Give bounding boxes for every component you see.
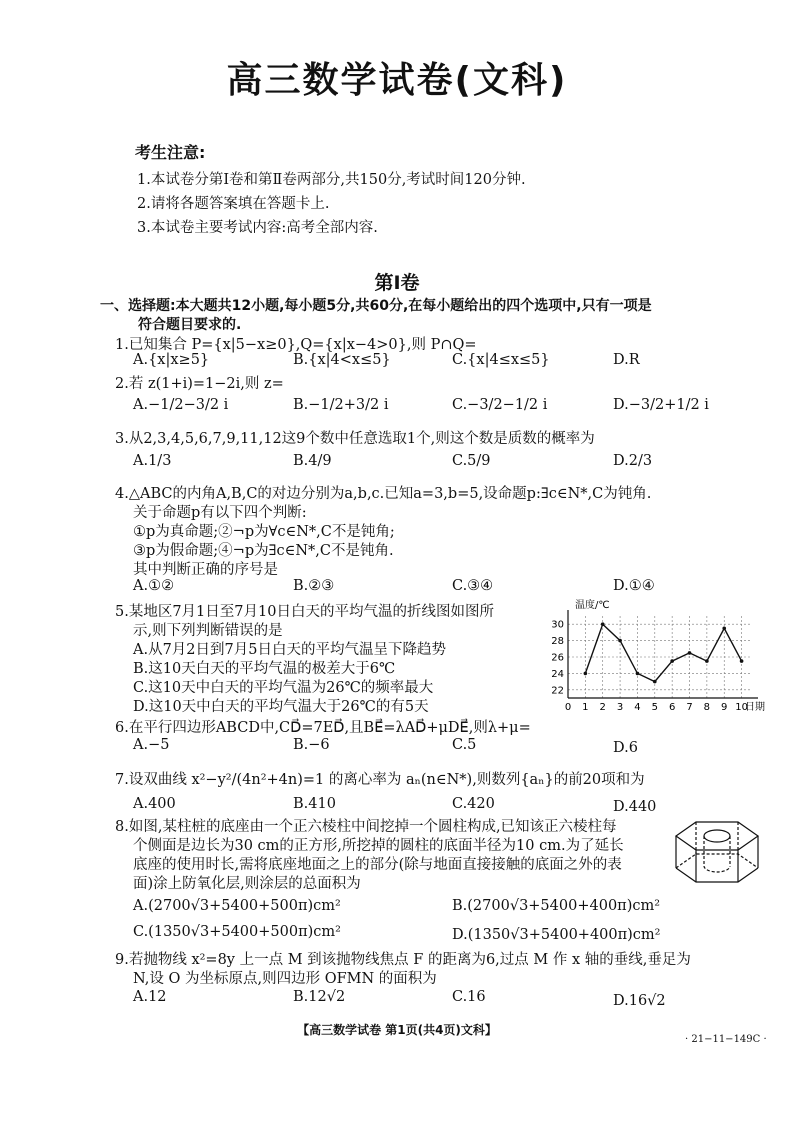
- q5-line-2: 示,则下列判断错误的是: [133, 623, 283, 639]
- q9-option-d: D.16√2: [613, 993, 666, 1009]
- chart-y-tick-label: 28: [551, 636, 564, 648]
- q2-stem: 2.若 z(1+i)=1−2i,则 z=: [115, 376, 284, 392]
- chart-points: [584, 622, 744, 683]
- part1-instruction-line2: 符合题目要求的.: [138, 317, 242, 333]
- q7-option-b: B.410: [293, 796, 336, 812]
- chart-x-tick-label: 8: [703, 702, 711, 713]
- section-title: 第Ⅰ卷: [374, 272, 420, 294]
- q8-line-4: 面)涂上防氧化层,则涂层的总面积为: [133, 876, 361, 892]
- q4-line-5: 其中判断正确的序号是: [133, 562, 278, 578]
- q4-option-b: B.②③: [293, 578, 335, 594]
- page-footer: 【高三数学试卷 第1页(共4页)文科】: [297, 1023, 497, 1037]
- q4-line-3: ①p为真命题;②¬p为∀c∈N*,C不是钝角;: [133, 524, 395, 540]
- q3-option-a: A.1/3: [133, 453, 172, 469]
- chart-axes: [568, 610, 758, 698]
- q7-option-c: C.420: [452, 796, 495, 812]
- q7-stem: 7.设双曲线 x²−y²/(4n²+4n)=1 的离心率为 aₙ(n∈N*),则数列{aₙ}的前20项和为: [115, 772, 645, 788]
- chart-x-tick-label: 7: [686, 702, 693, 713]
- q7-option-d: D.440: [613, 799, 657, 815]
- chart-point: [722, 627, 726, 631]
- chart-point: [601, 622, 605, 626]
- q3-option-c: C.5/9: [452, 453, 491, 469]
- chart-point: [670, 659, 674, 663]
- q6-option-b: B.−6: [293, 737, 330, 753]
- q9-option-a: A.12: [133, 989, 167, 1005]
- q6-stem: 6.在平行四边形ABCD中,CD⃗=7ED⃗,且BE⃗=λAD⃗+μDE⃗,则λ+μ=: [115, 720, 531, 736]
- q1-option-c: C.{x|4≤x≤5}: [452, 352, 550, 368]
- notice-item-2: 2.请将各题答案填在答题卡上.: [137, 196, 330, 212]
- chart-x-tick-label: 2: [599, 702, 606, 713]
- paper-code: · 21−11−149C ·: [685, 1034, 767, 1045]
- q3-stem: 3.从2,3,4,5,6,7,9,11,12这9个数中任意选取1个,则这个数是质数的概率为: [115, 431, 595, 447]
- part1-instruction-line1: 一、选择题:本大题共12小题,每小题5分,共60分,在每小题给出的四个选项中,只有一项是: [100, 298, 652, 314]
- chart-x-tick-label: 1: [582, 702, 589, 713]
- chart-xlabel: 日期: [745, 702, 765, 713]
- q8-option-b: B.(2700√3+5400+400π)cm²: [452, 898, 661, 914]
- q1-stem: 1.已知集合 P={x|5−x≥0},Q={x|x−4>0},则 P∩Q=: [115, 337, 477, 353]
- q8-option-c: C.(1350√3+5400+500π)cm²: [133, 924, 341, 940]
- q5-option-d: D.这10天中白天的平均气温大于26℃的有5天: [133, 699, 429, 715]
- q6-option-a: A.−5: [133, 737, 170, 753]
- chart-point: [636, 672, 640, 676]
- chart-point: [653, 680, 657, 684]
- q3-option-d: D.2/3: [613, 453, 653, 469]
- q5-option-b: B.这10天白天的平均气温的极差大于6℃: [133, 661, 396, 677]
- q5-option-c: C.这10天中白天的平均气温为26℃的频率最大: [133, 680, 434, 696]
- notice-item-3: 3.本试卷主要考试内容:高考全部内容.: [137, 220, 378, 236]
- q9-line-1: 9.若抛物线 x²=8y 上一点 M 到该抛物线焦点 F 的距离为6,过点 M 作 x 轴的垂线,垂足为: [115, 952, 691, 968]
- q1-option-d: D.R: [613, 352, 640, 368]
- q4-line-4: ③p为假命题;④¬p为∃c∈N*,C不是钝角.: [133, 543, 394, 559]
- q7-option-a: A.400: [133, 796, 176, 812]
- chart-x-tick-label: 0: [564, 702, 572, 713]
- q5-option-a: A.从7月2日到7月5日白天的平均气温呈下降趋势: [133, 642, 446, 658]
- chart-y-tick-label: 26: [551, 652, 564, 664]
- q4-option-c: C.③④: [452, 578, 494, 594]
- q2-option-d: D.−3/2+1/2 i: [613, 397, 709, 413]
- q4-line-2: 关于命题p有以下四个判断:: [133, 505, 307, 521]
- q6-option-c: C.5: [452, 737, 477, 753]
- chart-series-line: [585, 624, 741, 681]
- q4-option-d: D.①④: [613, 578, 655, 594]
- chart-x-tick-label: 3: [616, 702, 624, 713]
- chart-x-ticks: [565, 702, 748, 713]
- q1-option-b: B.{x|4<x≤5}: [293, 352, 391, 368]
- q8-option-a: A.(2700√3+5400+500π)cm²: [133, 898, 341, 914]
- q2-option-b: B.−1/2+3/2 i: [293, 397, 389, 413]
- chart-point: [688, 651, 692, 655]
- q9-option-c: C.16: [452, 989, 486, 1005]
- chart-point: [705, 659, 709, 663]
- q9-option-b: B.12√2: [293, 989, 346, 1005]
- hexagonal-prism-figure: [668, 808, 768, 890]
- notice-item-1: 1.本试卷分第Ⅰ卷和第Ⅱ卷两部分,共150分,考试时间120分钟.: [137, 172, 526, 188]
- q5-line-1: 5.某地区7月1日至7月10日白天的平均气温的折线图如图所: [115, 604, 494, 620]
- chart-x-tick-label: 9: [721, 702, 728, 713]
- q9-line-2: N,设 O 为坐标原点,则四边形 OFMN 的面积为: [133, 971, 437, 987]
- q4-option-a: A.①②: [133, 578, 175, 594]
- chart-y-ticks: [551, 620, 564, 697]
- chart-x-tick-label: 10: [735, 702, 748, 713]
- notice-heading: 考生注意:: [135, 143, 206, 162]
- chart-x-tick-label: 5: [651, 702, 658, 713]
- q2-option-a: A.−1/2−3/2 i: [133, 397, 229, 413]
- q8-line-2: 个侧面是边长为30 cm的正方形,所挖掉的圆柱的底面半径为10 cm.为了延长: [133, 838, 624, 854]
- q8-option-d: D.(1350√3+5400+400π)cm²: [452, 927, 661, 943]
- paper-title: 高三数学试卷(文科): [226, 60, 568, 101]
- chart-x-tick-label: 4: [634, 702, 641, 713]
- chart-point: [740, 659, 744, 663]
- q4-line-1: 4.△ABC的内角A,B,C的对边分别为a,b,c.已知a=3,b=5,设命题p:∃c∈N*,C为钝角.: [115, 486, 652, 502]
- chart-y-tick-label: 22: [551, 685, 564, 697]
- q6-option-d: D.6: [613, 740, 638, 756]
- chart-ylabel: 温度/℃: [575, 600, 610, 611]
- chart-point: [584, 672, 588, 676]
- chart-y-tick-label: 30: [551, 619, 564, 631]
- chart-point: [618, 639, 622, 643]
- chart-y-tick-label: 24: [551, 668, 564, 680]
- temperature-line-chart: [540, 598, 775, 718]
- q1-option-a: A.{x|x≥5}: [133, 352, 210, 368]
- q3-option-b: B.4/9: [293, 453, 332, 469]
- chart-x-tick-label: 6: [668, 702, 676, 713]
- q8-line-1: 8.如图,某柱桩的底座由一个正六棱柱中间挖掉一个圆柱构成,已知该正六棱柱每: [115, 819, 617, 835]
- q2-option-c: C.−3/2−1/2 i: [452, 397, 548, 413]
- q8-line-3: 底座的使用时长,需将底座地面之上的部分(除与地面直接接触的底面之外的表: [133, 857, 622, 873]
